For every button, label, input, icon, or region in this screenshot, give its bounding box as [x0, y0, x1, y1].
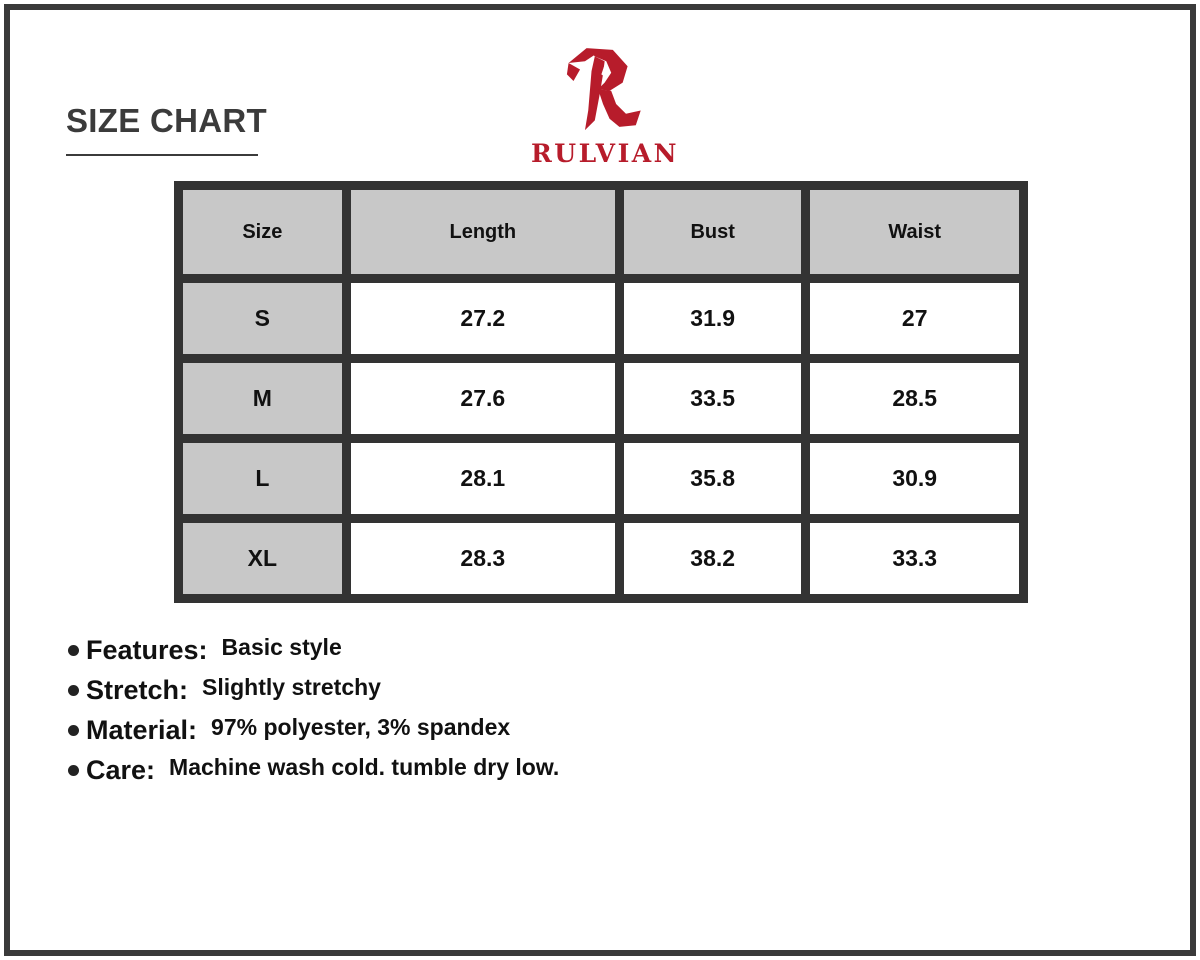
page-title: SIZE CHART	[66, 102, 267, 139]
bullet-icon	[68, 685, 79, 696]
waist-cell: 28.5	[810, 363, 1019, 434]
feature-value: Machine wash cold. tumble dry low.	[169, 753, 560, 780]
title-underline	[66, 154, 258, 156]
length-cell: 27.6	[351, 363, 615, 434]
bullet-icon	[68, 765, 79, 776]
size-cell: XL	[183, 523, 342, 594]
bullet-icon	[68, 725, 79, 736]
feature-item-care	[68, 750, 559, 790]
feature-label: Material:	[86, 714, 198, 745]
feature-label: Stretch:	[86, 674, 189, 705]
length-cell: 27.2	[351, 283, 615, 354]
column-header-bust: Bust	[624, 190, 801, 274]
feature-item-features	[68, 630, 559, 670]
feature-value: Slightly stretchy	[202, 673, 381, 700]
waist-cell: 33.3	[810, 523, 1019, 594]
column-header-size: Size	[183, 190, 342, 274]
feature-value: 97% polyester, 3% spandex	[211, 713, 511, 740]
bust-cell: 38.2	[624, 523, 801, 594]
bust-cell: 35.8	[624, 443, 801, 514]
waist-cell: 30.9	[810, 443, 1019, 514]
feature-item-stretch	[68, 670, 559, 710]
size-chart-frame	[4, 4, 1196, 956]
table-row	[183, 443, 1019, 514]
bullet-icon	[68, 645, 79, 656]
brand-r-logo-icon	[562, 44, 644, 136]
waist-cell: 27	[810, 283, 1019, 354]
table-row	[183, 523, 1019, 594]
size-cell: S	[183, 283, 342, 354]
feature-value: Basic style	[221, 633, 342, 660]
feature-item-material	[68, 710, 559, 750]
brand-logo	[520, 44, 690, 174]
feature-label: Features:	[86, 634, 208, 665]
column-header-waist: Waist	[810, 190, 1019, 274]
table-row	[183, 283, 1019, 354]
bust-cell: 33.5	[624, 363, 801, 434]
bust-cell: 31.9	[624, 283, 801, 354]
size-cell: M	[183, 363, 342, 434]
column-header-length: Length	[351, 190, 615, 274]
size-cell: L	[183, 443, 342, 514]
feature-label: Care:	[86, 754, 156, 785]
product-features-list	[68, 630, 559, 790]
length-cell: 28.1	[351, 443, 615, 514]
size-table	[174, 181, 1028, 603]
brand-name: RULVIAN	[530, 139, 680, 168]
length-cell: 28.3	[351, 523, 615, 594]
table-header-row	[183, 190, 1019, 274]
table-row	[183, 363, 1019, 434]
